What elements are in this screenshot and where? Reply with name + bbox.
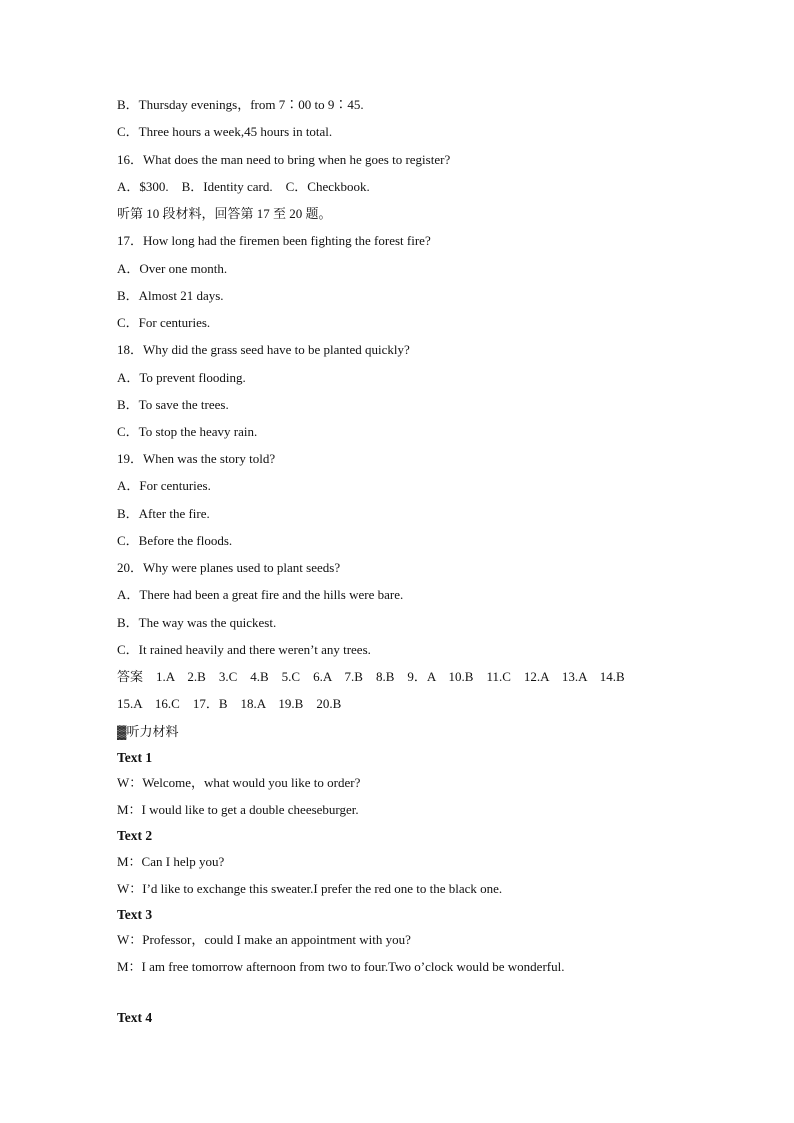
option-20b: B．The way was the quickest. (117, 615, 277, 630)
question-18: 18．Why did the grass seed have to be planted quickly? (117, 342, 410, 357)
option-15c: C．Three hours a week,45 hours in total. (117, 124, 333, 139)
option-20a: A．There had been a great fire and the hills were bare. (117, 587, 404, 602)
text-1-line-2: M：I would like to get a double cheeseburger. (117, 802, 359, 817)
option-18b: B．To save the trees. (117, 397, 229, 412)
option-17b: B．Almost 21 days. (117, 288, 224, 303)
option-17a: A．Over one month. (117, 261, 228, 276)
option-19b: B．After the fire. (117, 506, 210, 521)
question-17: 17．How long had the firemen been fighting the forest fire? (117, 233, 431, 248)
section-instruction: 听第 10 段材料，回答第 17 至 20 题。 (117, 206, 332, 221)
text-2-line-1: M：Can I help you? (117, 854, 225, 869)
text-1-line-1: W：Welcome，what would you like to order? (117, 775, 361, 790)
option-15b: B．Thursday evenings，from 7∶00 to 9∶45. (117, 97, 364, 112)
answer-key-row-2: 15.A 16.C 17．B 18.A 19.B 20.B (117, 696, 342, 711)
text-3-heading: Text 3 (117, 907, 153, 922)
text-2-line-2: W：I’d like to exchange this sweater.I prefer the red one to the black one. (117, 881, 503, 896)
question-20: 20．Why were planes used to plant seeds? (117, 560, 341, 575)
listening-material-title: ▓听力材料 (117, 724, 179, 739)
text-3-line-1: W：Professor，could I make an appointment with you? (117, 932, 411, 947)
option-18a: A．To prevent flooding. (117, 370, 246, 385)
text-4-heading: Text 4 (117, 1010, 153, 1025)
option-19c: C．Before the floods. (117, 533, 233, 548)
option-20c: C．It rained heavily and there weren’t any trees. (117, 642, 371, 657)
question-16: 16．What does the man need to bring when he goes to register? (117, 152, 451, 167)
text-1-heading: Text 1 (117, 750, 153, 765)
text-2-heading: Text 2 (117, 828, 153, 843)
option-17c: C．For centuries. (117, 315, 211, 330)
answer-key-row-1: 答案 1.A 2.B 3.C 4.B 5.C 6.A 7.B 8.B 9．A 10.B 11.C 12.A 13.A 14.B (117, 669, 625, 684)
options-16: A．$300. B．Identity card. C．Checkbook. (117, 179, 370, 194)
option-19a: A．For centuries. (117, 478, 211, 493)
option-18c: C．To stop the heavy rain. (117, 424, 258, 439)
text-3-line-2: M：I am free tomorrow afternoon from two to four.Two o’clock would be wonderful. (117, 959, 565, 974)
question-19: 19．When was the story told? (117, 451, 276, 466)
